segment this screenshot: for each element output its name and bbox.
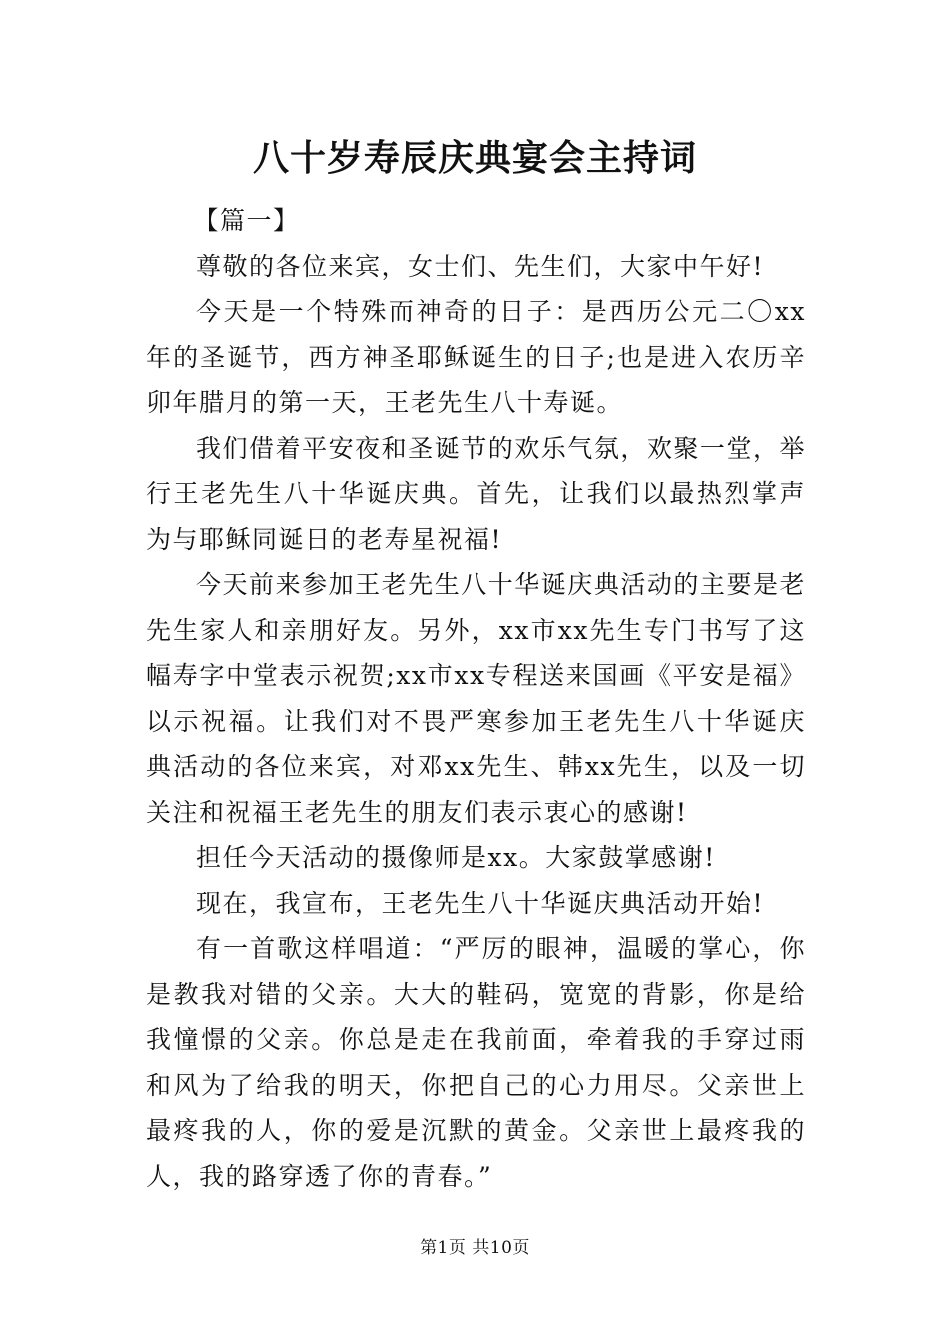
document-title: 八十岁寿辰庆典宴会主持词 bbox=[252, 137, 697, 179]
paragraph-song-lyrics: 有一首歌这样唱道：“严厉的眼神，温暖的掌心，你是教我对错的父亲。大大的鞋码，宽宽的背影，你是给我憧憬的父亲。你总是走在我前面，牵着我的手穿过雨和风为了给我的明天，你把自己的心力用尽。父亲世上最疼我的人，你的爱是沉默的黄金。父亲世上最疼我的人，我的路穿透了你的青春。” bbox=[146, 934, 806, 1191]
paragraph-announcement: 现在，我宣布，王老先生八十华诞庆典活动开始! bbox=[196, 888, 765, 918]
paragraph-celebration: 我们借着平安夜和圣诞节的欢乐气氛，欢聚一堂，举行王老先生八十华诞庆典。首先，让我们以最热烈掌声为与耶稣同诞日的老寿星祝福! bbox=[146, 433, 806, 554]
section-label: 【篇一】 bbox=[193, 206, 300, 235]
paragraph-occasion: 今天是一个特殊而神奇的日子：是西历公元二〇xx年的圣诞节，西方神圣耶稣诞生的日子;也是进入农历辛卯年腊月的第一天，王老先生八十寿诞。 bbox=[146, 297, 806, 417]
paragraph-photographer: 担任今天活动的摄像师是xx。大家鼓掌感谢! bbox=[196, 843, 716, 872]
paragraph-guests-thanks: 今天前来参加王老先生八十华诞庆典活动的主要是老先生家人和亲朋好友。另外，xx市xx先生专门书写了这幅寿字中堂表示祝贺;xx市xx专程送来国画《平安是福》以示祝福。让我们对不畏严寒参加王老先生八十华诞庆典活动的各位来宾，对邓xx先生、韩xx先生，以及一切关注和祝福王老先生的朋友们表示衷心的感谢! bbox=[146, 570, 806, 827]
document-body bbox=[146, 198, 806, 1199]
paragraph-greeting: 尊敬的各位来宾，女士们、先生们，大家中午好! bbox=[196, 251, 765, 281]
page-number-footer: 第1页 共10页 bbox=[420, 1238, 530, 1258]
